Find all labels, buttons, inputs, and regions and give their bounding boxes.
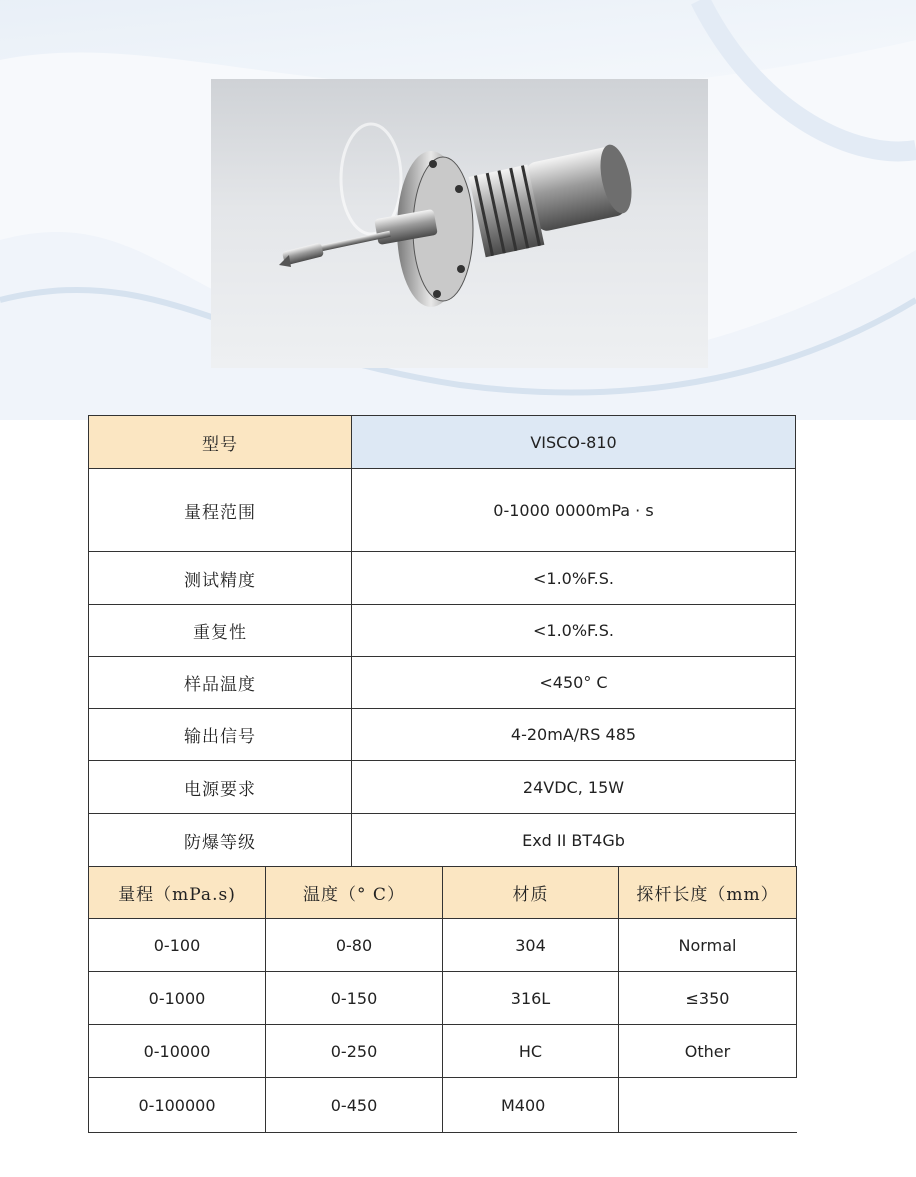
table-cell: M400	[443, 1078, 619, 1133]
spec-label: 重复性	[89, 605, 352, 657]
spec-value: <1.0%F.S.	[352, 552, 796, 605]
column-header-probe-length: 探杆长度（mm）	[619, 867, 797, 919]
table-cell: 316L	[443, 972, 619, 1025]
table-row	[89, 605, 796, 657]
spec-value: 24VDC, 15W	[352, 761, 796, 814]
table-cell: Normal	[619, 919, 797, 972]
spec-value: <450° C	[352, 657, 796, 709]
model-value-cell: VISCO-810	[352, 416, 796, 469]
spec-label: 测试精度	[89, 552, 352, 605]
table-row	[89, 1025, 797, 1078]
table-row	[89, 416, 796, 469]
table-cell: Other	[619, 1025, 797, 1078]
table-cell: 0-1000	[89, 972, 266, 1025]
column-header-range: 量程（mPa.s)	[89, 867, 266, 919]
table-row	[89, 657, 796, 709]
spec-label: 量程范围	[89, 469, 352, 552]
product-photo	[211, 79, 708, 368]
table-cell: 0-150	[266, 972, 443, 1025]
table-header-row	[89, 867, 797, 919]
table-cell: 304	[443, 919, 619, 972]
table-cell: HC	[443, 1025, 619, 1078]
table-cell: 0-100	[89, 919, 266, 972]
table-cell: 0-450	[266, 1078, 443, 1133]
column-header-temperature: 温度（° C）	[266, 867, 443, 919]
options-table	[88, 866, 797, 1133]
table-cell-empty	[619, 1078, 797, 1133]
spec-label: 防爆等级	[89, 814, 352, 867]
table-cell: 0-80	[266, 919, 443, 972]
spec-label: 输出信号	[89, 709, 352, 761]
table-row	[89, 1078, 797, 1133]
spec-label: 样品温度	[89, 657, 352, 709]
table-cell: 0-100000	[89, 1078, 266, 1133]
table-row	[89, 709, 796, 761]
spec-value: Exd II BT4Gb	[352, 814, 796, 867]
spec-value: 0-1000 0000mPa · s	[352, 469, 796, 552]
spec-value: <1.0%F.S.	[352, 605, 796, 657]
table-cell: 0-10000	[89, 1025, 266, 1078]
table-row	[89, 814, 796, 867]
table-cell: ≤350	[619, 972, 797, 1025]
table-row	[89, 552, 796, 605]
model-label-cell: 型号	[89, 416, 352, 469]
table-cell: 0-250	[266, 1025, 443, 1078]
spec-table	[88, 415, 796, 867]
table-row	[89, 469, 796, 552]
table-row	[89, 761, 796, 814]
table-row	[89, 919, 797, 972]
column-header-material: 材质	[443, 867, 619, 919]
viscometer-probe-illustration	[211, 79, 708, 368]
table-row	[89, 972, 797, 1025]
spec-value: 4-20mA/RS 485	[352, 709, 796, 761]
spec-label: 电源要求	[89, 761, 352, 814]
